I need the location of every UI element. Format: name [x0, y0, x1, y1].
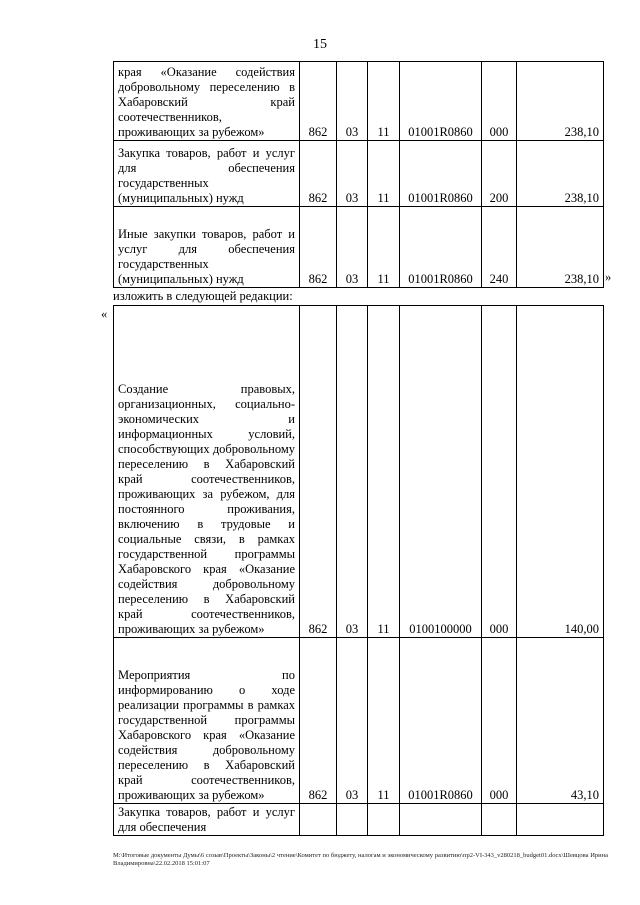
budget-table-old: [113, 61, 604, 288]
subsection-code: 11: [368, 62, 400, 141]
row-name: Иные закупки товаров, работ и услуг для обеспечения государственных (муниципальных) нужд: [114, 207, 300, 288]
amount: 238,10: [517, 141, 604, 207]
target-article-code: 01001R0860: [400, 638, 482, 804]
section-code: 03: [337, 638, 368, 804]
subsection-code: 11: [368, 141, 400, 207]
subsection-code: 11: [368, 306, 400, 638]
amount: [517, 804, 604, 836]
section-code: [337, 804, 368, 836]
table-row: [114, 306, 604, 638]
admin-code: 862: [300, 638, 337, 804]
section-code: 03: [337, 62, 368, 141]
target-article-code: [400, 804, 482, 836]
opening-quote: «: [101, 307, 108, 321]
budget-table-new: [113, 305, 604, 836]
edit-instruction: изложить в следующей редакции:: [113, 289, 293, 303]
target-article-code: 01001R0860: [400, 207, 482, 288]
section-code: 03: [337, 306, 368, 638]
subsection-code: 11: [368, 207, 400, 288]
amount: 238,10: [517, 207, 604, 288]
admin-code: 862: [300, 62, 337, 141]
table-row: [114, 141, 604, 207]
table-row: [114, 804, 604, 836]
row-name: Мероприятия по информированию о ходе реализации программы в рамках государственной программы Хабаровского края «Оказание содействия добровольному переселению в Хабаровский край соотечественников, проживающих за рубежом»: [114, 638, 300, 804]
row-name: Создание правовых, организационных, социально-экономических и информационных условий, способствующих добровольному переселению в Хабаровский край соотечественников, проживающих за рубежом, для постоянного проживания, включению в трудовые и социальные связи, в рамках государственной программы Хабаровского края «Оказание содействия добровольному переселению в Хабаровский край соотечественников, проживающих за рубежом»: [114, 306, 300, 638]
subsection-code: 11: [368, 638, 400, 804]
admin-code: 862: [300, 207, 337, 288]
admin-code: [300, 804, 337, 836]
table-row: [114, 638, 604, 804]
expense-type-code: 240: [482, 207, 517, 288]
target-article-code: 01001R0860: [400, 141, 482, 207]
admin-code: 862: [300, 141, 337, 207]
table-row: [114, 207, 604, 288]
expense-type-code: 000: [482, 638, 517, 804]
file-path-footer: М:\Итоговые документы Думы\6 созыв\Проекты\Законы\2 чтение\Комитет по бюджету, налогам и экономическому развитию\пр2-VI-343_v280218_budget01.docx\Шевцова Ирина Владимировна\22.02.2018 15:01:07: [113, 852, 608, 867]
amount: 140,00: [517, 306, 604, 638]
table-row: [114, 62, 604, 141]
page-number: 15: [313, 37, 327, 52]
expense-type-code: 200: [482, 141, 517, 207]
section-code: 03: [337, 141, 368, 207]
row-name: Закупка товаров, работ и услуг для обеспечения государственных (муниципальных) нужд: [114, 141, 300, 207]
amount: 238,10: [517, 62, 604, 141]
target-article-code: 01001R0860: [400, 62, 482, 141]
closing-quote: »: [605, 270, 612, 284]
row-name: Закупка товаров, работ и услуг для обеспечения: [114, 804, 300, 836]
row-name: края «Оказание содействия добровольному переселению в Хабаровский край соотечественников, проживающих за рубежом»: [114, 62, 300, 141]
expense-type-code: 000: [482, 62, 517, 141]
section-code: 03: [337, 207, 368, 288]
target-article-code: 0100100000: [400, 306, 482, 638]
subsection-code: [368, 804, 400, 836]
expense-type-code: [482, 804, 517, 836]
admin-code: 862: [300, 306, 337, 638]
amount: 43,10: [517, 638, 604, 804]
expense-type-code: 000: [482, 306, 517, 638]
